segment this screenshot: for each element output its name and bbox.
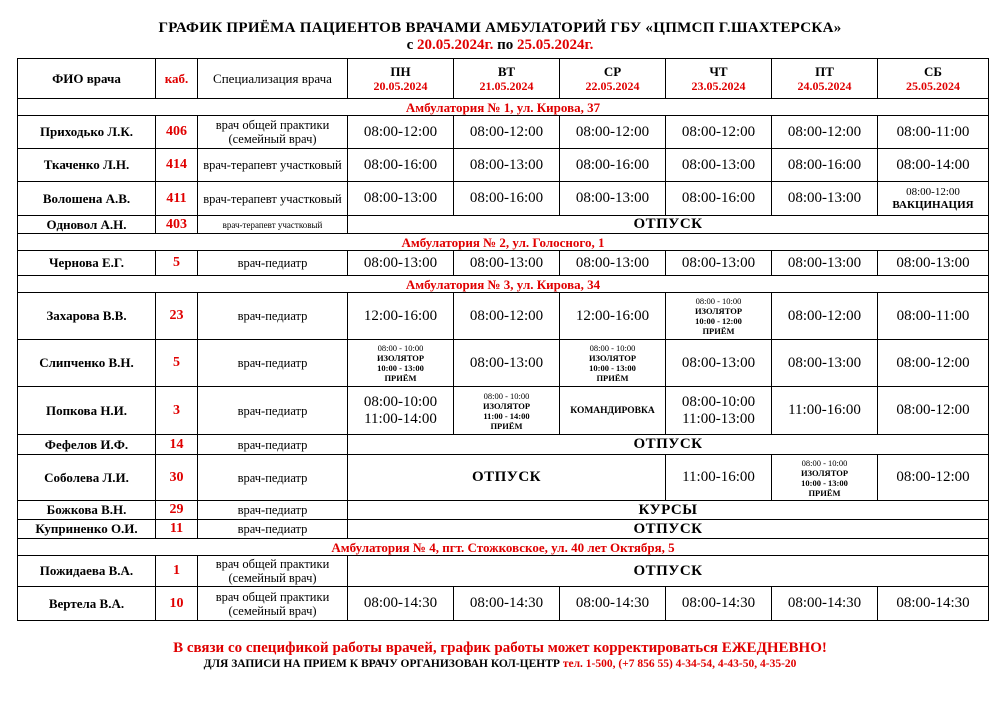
doctor-name: Захарова В.В. xyxy=(18,293,156,340)
table-row xyxy=(18,587,989,621)
col-header-day: ПТ 24.05.2024 xyxy=(772,59,878,99)
doctor-name: Чернова Е.Г. xyxy=(18,251,156,276)
room-number: 14 xyxy=(156,435,198,455)
room-number: 5 xyxy=(156,251,198,276)
section-header: Амбулатория № 1, ул. Кирова, 37 xyxy=(18,99,989,116)
period-from: 20.05.2024г. xyxy=(417,37,494,53)
specialization: врач-педиатр xyxy=(198,501,348,520)
day-cell: 08:00-11:00 xyxy=(878,116,989,149)
day-cell: 08:00-16:00 xyxy=(454,182,560,216)
room-number: 5 xyxy=(156,340,198,387)
day-cell: 08:00-14:30 xyxy=(666,587,772,621)
col-header-room: каб. xyxy=(156,59,198,99)
status-cell: КУРСЫ xyxy=(348,501,989,520)
status-cell: ОТПУСК xyxy=(348,556,989,587)
specialization: врач общей практики (семейный врач) xyxy=(198,556,348,587)
day-cell: 08:00-16:00 xyxy=(348,149,454,182)
day-cell: 08:00-13:00 xyxy=(772,340,878,387)
status-cell: ОТПУСК xyxy=(348,435,989,455)
specialization: врач-педиатр xyxy=(198,520,348,539)
day-cell: 08:00-12:00 xyxy=(560,116,666,149)
specialization: врач-педиатр xyxy=(198,435,348,455)
day-cell: 08:00-13:00 xyxy=(772,182,878,216)
section-header: Амбулатория № 3, ул. Кирова, 34 xyxy=(18,276,989,293)
table-row xyxy=(18,520,989,539)
specialization: врач-педиатр xyxy=(198,340,348,387)
day-cell: 08:00-13:00 xyxy=(560,182,666,216)
col-header-spec: Специализация врача xyxy=(198,59,348,99)
table-row xyxy=(18,149,989,182)
specialization: врач-педиатр xyxy=(198,455,348,501)
period-to-word: по xyxy=(497,37,514,53)
status-cell: ОТПУСК xyxy=(348,216,989,234)
doctor-name: Ткаченко Л.Н. xyxy=(18,149,156,182)
room-number: 11 xyxy=(156,520,198,539)
table-row xyxy=(18,501,989,520)
day-cell: 08:00-14:30 xyxy=(878,587,989,621)
col-header-day: ВТ 21.05.2024 xyxy=(454,59,560,99)
specialization: врач общей практики (семейный врач) xyxy=(198,116,348,149)
table-row xyxy=(18,387,989,435)
room-number: 29 xyxy=(156,501,198,520)
room-number: 414 xyxy=(156,149,198,182)
schedule-warning: В связи со спецификой работы врачей, график работы может корректироваться ЕЖЕДНЕВНО! xyxy=(173,640,827,656)
day-cell: 08:00-12:00 xyxy=(666,116,772,149)
room-number: 10 xyxy=(156,587,198,621)
status-cell: ОТПУСК xyxy=(348,455,666,501)
doctor-name: Пожидаева В.А. xyxy=(18,556,156,587)
day-cell-isolator: 08:00 - 10:00 ИЗОЛЯТОР 11:00 - 14:00 ПРИЁМ xyxy=(454,387,560,435)
table-row xyxy=(18,556,989,587)
specialization: врач-педиатр xyxy=(198,293,348,340)
schedule-table xyxy=(17,58,989,621)
room-number: 411 xyxy=(156,182,198,216)
doctor-name: Приходько Л.К. xyxy=(18,116,156,149)
day-cell: 08:00-16:00 xyxy=(560,149,666,182)
doctor-name: Попкова Н.И. xyxy=(18,387,156,435)
day-cell: 08:00-14:30 xyxy=(454,587,560,621)
section-header: Амбулатория № 4, пгт. Стожковское, ул. 40 лет Октября, 5 xyxy=(18,539,989,556)
day-cell: 08:00-14:30 xyxy=(348,587,454,621)
day-cell: 11:00-16:00 xyxy=(772,387,878,435)
doctor-name: Соболева Л.И. xyxy=(18,455,156,501)
day-cell: 08:00-13:00 xyxy=(454,251,560,276)
doctor-name: Фефелов И.Ф. xyxy=(18,435,156,455)
day-cell: 08:00-16:00 xyxy=(772,149,878,182)
table-row xyxy=(18,293,989,340)
doctor-name: Божкова В.Н. xyxy=(18,501,156,520)
call-center-phones: тел. 1-500, (+7 856 55) 4-34-54, 4-43-50, 4-35-20 xyxy=(562,658,797,670)
col-header-day: ПН 20.05.2024 xyxy=(348,59,454,99)
call-center-info xyxy=(0,657,1000,671)
day-cell: 08:00-13:00 xyxy=(560,251,666,276)
period-to: 25.05.2024г. xyxy=(517,37,594,53)
status-cell: ОТПУСК xyxy=(348,520,989,539)
call-center-text: ДЛЯ ЗАПИСИ НА ПРИЕМ К ВРАЧУ ОРГАНИЗОВАН КОЛ-ЦЕНТР xyxy=(203,658,560,670)
specialization: врач-терапевт участковый xyxy=(198,216,348,234)
specialization: врач-терапевт участковый xyxy=(198,149,348,182)
table-row xyxy=(18,216,989,234)
period-line xyxy=(0,37,1000,54)
day-cell: 11:00-16:00 xyxy=(666,455,772,501)
col-header-day: СР 22.05.2024 xyxy=(560,59,666,99)
day-cell: 08:00-12:00 xyxy=(772,293,878,340)
day-cell: 08:00-13:00 xyxy=(454,149,560,182)
specialization: врач-педиатр xyxy=(198,387,348,435)
day-cell: 08:00-12:00 xyxy=(454,293,560,340)
day-cell: 08:00-10:00 11:00-13:00 xyxy=(666,387,772,435)
room-number: 406 xyxy=(156,116,198,149)
specialization: врач-терапевт участковый xyxy=(198,182,348,216)
doctor-name: Одновол А.Н. xyxy=(18,216,156,234)
day-cell-vaccination: 08:00-12:00 ВАКЦИНАЦИЯ xyxy=(878,182,989,216)
day-cell: 08:00-12:00 xyxy=(454,116,560,149)
day-cell: 08:00-12:00 xyxy=(348,116,454,149)
table-row xyxy=(18,251,989,276)
table-row xyxy=(18,435,989,455)
header-row xyxy=(18,59,989,99)
table-row xyxy=(18,116,989,149)
room-number: 3 xyxy=(156,387,198,435)
period-from-word: с xyxy=(406,37,414,53)
col-header-day: СБ 25.05.2024 xyxy=(878,59,989,99)
day-cell: 08:00-13:00 xyxy=(348,182,454,216)
col-header-day: ЧТ 23.05.2024 xyxy=(666,59,772,99)
col-header-name: ФИО врача xyxy=(18,59,156,99)
doctor-name: Слипченко В.Н. xyxy=(18,340,156,387)
day-cell: 08:00-12:00 xyxy=(878,387,989,435)
day-cell: 08:00-14:30 xyxy=(560,587,666,621)
doctor-name: Куприненко О.И. xyxy=(18,520,156,539)
day-cell: 08:00-13:00 xyxy=(454,340,560,387)
day-cell-business-trip: КОМАНДИРОВКА xyxy=(560,387,666,435)
section-header: Амбулатория № 2, ул. Голосного, 1 xyxy=(18,234,989,251)
day-cell: 08:00-12:00 xyxy=(772,116,878,149)
room-number: 23 xyxy=(156,293,198,340)
day-cell: 08:00-10:00 11:00-14:00 xyxy=(348,387,454,435)
day-cell: 12:00-16:00 xyxy=(560,293,666,340)
day-cell-isolator: 08:00 - 10:00 ИЗОЛЯТОР 10:00 - 12:00 ПРИЁМ xyxy=(666,293,772,340)
page-title: ГРАФИК ПРИЁМА ПАЦИЕНТОВ ВРАЧАМИ АМБУЛАТОРИЙ ГБУ «ЦПМСП Г.ШАХТЕРСКА» xyxy=(158,20,842,36)
day-cell: 08:00-13:00 xyxy=(772,251,878,276)
day-cell-isolator: 08:00 - 10:00 ИЗОЛЯТОР 10:00 - 13:00 ПРИЁМ xyxy=(772,455,878,501)
day-cell: 08:00-12:00 xyxy=(878,455,989,501)
specialization: врач-педиатр xyxy=(198,251,348,276)
day-cell-isolator: 08:00 - 10:00 ИЗОЛЯТОР 10:00 - 13:00 ПРИЁМ xyxy=(560,340,666,387)
room-number: 30 xyxy=(156,455,198,501)
room-number: 1 xyxy=(156,556,198,587)
doctor-name: Вертела В.А. xyxy=(18,587,156,621)
table-row xyxy=(18,182,989,216)
room-number: 403 xyxy=(156,216,198,234)
table-row xyxy=(18,340,989,387)
day-cell: 08:00-16:00 xyxy=(666,182,772,216)
day-cell: 08:00-13:00 xyxy=(666,251,772,276)
day-cell: 08:00-13:00 xyxy=(666,149,772,182)
table-row xyxy=(18,455,989,501)
day-cell: 12:00-16:00 xyxy=(348,293,454,340)
day-cell: 08:00-11:00 xyxy=(878,293,989,340)
day-cell: 08:00-14:00 xyxy=(878,149,989,182)
day-cell: 08:00-14:30 xyxy=(772,587,878,621)
specialization: врач общей практики (семейный врач) xyxy=(198,587,348,621)
day-cell: 08:00-12:00 xyxy=(878,340,989,387)
day-cell: 08:00-13:00 xyxy=(878,251,989,276)
day-cell-isolator: 08:00 - 10:00 ИЗОЛЯТОР 10:00 - 13:00 ПРИЁМ xyxy=(348,340,454,387)
doctor-name: Волошена А.В. xyxy=(18,182,156,216)
day-cell: 08:00-13:00 xyxy=(348,251,454,276)
day-cell: 08:00-13:00 xyxy=(666,340,772,387)
